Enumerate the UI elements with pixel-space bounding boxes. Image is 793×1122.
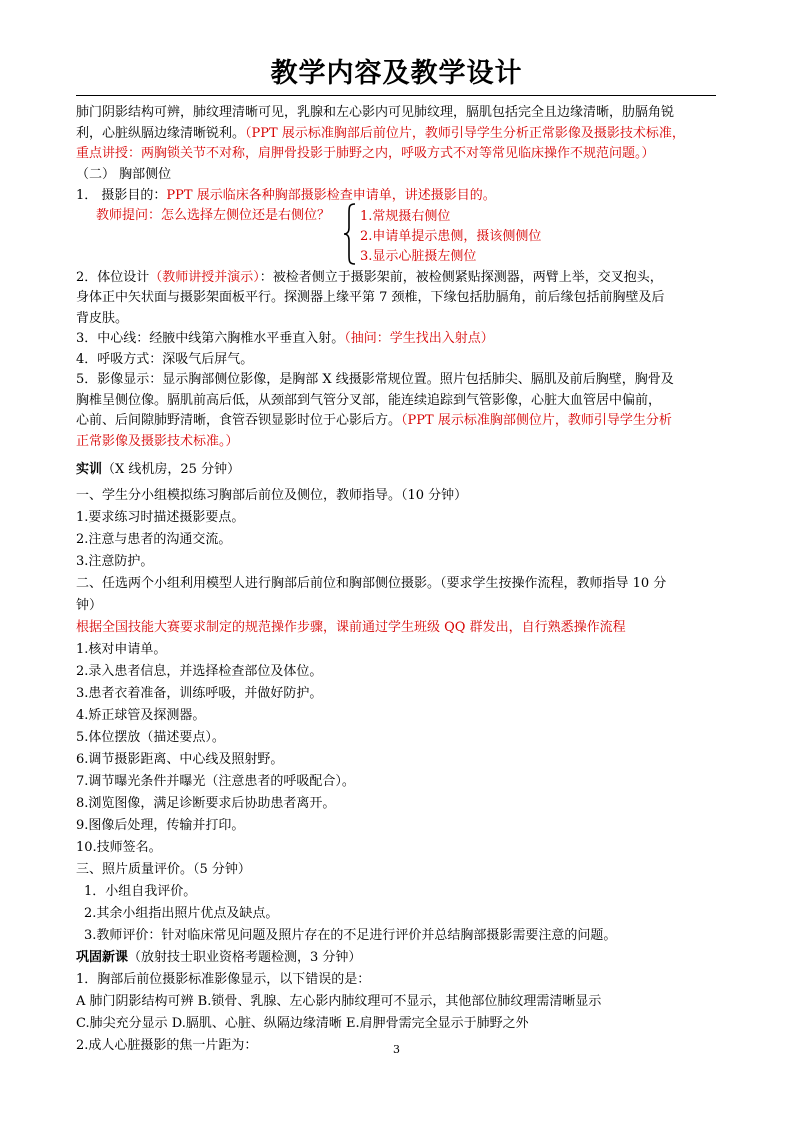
text-line	[76, 619, 626, 637]
text-line	[76, 729, 225, 747]
text-line	[76, 707, 205, 725]
body-text: 一、学生分小组模拟练习胸部后前位及侧位，教师指导。（10 分钟）	[76, 488, 468, 503]
body-text: 胸椎呈侧位像。膈肌前高后低，从颈部到气管分叉部，能连续追踪到气管影像，心脏大血管居中偏前，	[76, 393, 662, 408]
text-line	[76, 412, 672, 430]
text-line	[76, 289, 665, 307]
text-line	[76, 392, 661, 410]
text-line	[76, 531, 231, 549]
annotation-text: PPT 展示临床各种胸部摄影检查申请单，讲述摄影目的。	[166, 188, 496, 203]
body-text: 肺门阴影结构可辨，肺纹理清晰可见，乳腺和左心影内可见肺纹理，膈肌包括完全且边缘清晰，肋膈角锐	[76, 105, 675, 120]
body-text: 身体正中矢状面与摄影架面板平行。探测器上缘平第 7 颈椎，下缘包括肋膈角，前后缘包括前胸壁及后	[76, 290, 665, 305]
annotation-text: （教师讲授并演示）	[149, 270, 260, 285]
text-line	[76, 145, 655, 163]
annotation-text: 正常影像及摄影技术标准。）	[76, 434, 239, 449]
text-line	[360, 228, 541, 246]
annotation-text: （PPT 展示标准胸部后前位片，教师引导学生分析正常影像及摄影技术标准，	[245, 126, 685, 141]
body-text: 3．中心线：经腋中线第六胸椎水平垂直入射。	[76, 331, 345, 346]
text-line	[76, 371, 674, 389]
body-text: 6.调节摄影距离、中心线及照射野。	[76, 752, 284, 767]
annotation-text: 重点讲授：两胸锁关节不对称，肩胛骨投影于肺野之内，呼吸方式不对等常见临床操作不规范问题。）	[76, 146, 655, 161]
body-text: 2.注意与患者的沟通交流。	[76, 532, 232, 547]
body-text: 5.体位摆放（描述要点）。	[76, 730, 225, 745]
text-line	[76, 773, 355, 791]
body-text: 9.图像后处理，传输并打印。	[76, 818, 245, 833]
body-text: 1．胸部后前位摄影标准影像显示，以下错误的是：	[76, 972, 371, 987]
text-line	[76, 861, 251, 879]
text-line	[76, 751, 283, 769]
text-line	[76, 685, 322, 703]
text-line	[76, 351, 253, 369]
text-line	[76, 310, 128, 328]
body-text: 2.成人心脏摄影的焦一片距为：	[76, 1038, 258, 1053]
body-text: 二、任选两个小组利用模型人进行胸部后前位和胸部侧位摄影。（要求学生按操作流程，教师指导 10 分	[76, 576, 667, 591]
body-text: 10.技师签名。	[76, 840, 162, 855]
text-line	[76, 839, 162, 857]
text-line	[76, 795, 335, 813]
body-text: 1.要求练习时描述摄影要点。	[76, 510, 245, 525]
body-text: 8.浏览图像，满足诊断要求后协助患者离开。	[76, 796, 336, 811]
body-text: 心前、后间隙肺野清晰，食管吞钡显影时位于心影后方。	[76, 413, 402, 428]
body-text: 2.录入患者信息，并选择检查部位及体位。	[76, 664, 323, 679]
annotation-text: （PPT 展示标准胸部侧位片，教师引导学生分析	[401, 413, 672, 428]
body-text: C.肺尖充分显示 D.膈肌、心脏、纵隔边缘清晰 E.肩胛骨需完全显示于肺野之外	[76, 1016, 529, 1031]
text-line	[76, 597, 102, 615]
body-text: 3.教师评价：针对临床常见问题及照片存在的不足进行评价并总结胸部摄影需要注意的问题。	[84, 928, 617, 943]
body-text: 2.其余小组指出照片优点及缺点。	[84, 906, 279, 921]
body-text: （X 线机房，25 分钟）	[102, 462, 241, 477]
body-text: 2．体位设计	[76, 270, 150, 285]
text-line	[84, 883, 196, 901]
text-line	[76, 553, 153, 571]
section-heading: 实训	[76, 462, 103, 477]
body-text: （二） 胸部侧位	[76, 167, 172, 182]
text-line	[76, 949, 361, 967]
section-heading: 巩固新课	[76, 950, 129, 965]
text-line	[76, 663, 322, 681]
annotation-text: 教师提问：怎么选择左侧位还是右侧位？	[96, 208, 331, 223]
body-text: （放射技士职业资格考题检测，3 分钟）	[128, 950, 362, 965]
title-underline	[76, 95, 716, 96]
body-text: 4.矫正球管及探测器。	[76, 708, 206, 723]
text-line	[76, 166, 171, 184]
text-line	[76, 125, 685, 143]
text-line	[76, 641, 166, 659]
text-line	[84, 905, 278, 923]
text-line	[76, 487, 467, 505]
body-text: 7.调节曝光条件并曝光（注意患者的呼吸配合）。	[76, 774, 355, 789]
text-line	[76, 509, 244, 527]
body-text: 1．小组自我评价。	[84, 884, 197, 899]
annotation-text: 3.显示心脏摄左侧位	[360, 249, 477, 264]
text-line	[76, 187, 496, 205]
text-line	[76, 1015, 529, 1033]
text-line	[84, 927, 616, 945]
page-number: 3	[393, 1043, 400, 1056]
body-text: 3.注意防护。	[76, 554, 154, 569]
annotation-text: 1.常规摄右侧位	[360, 209, 451, 224]
text-line	[76, 971, 370, 989]
text-line	[96, 207, 330, 225]
body-text: A 肺门阴影结构可辨 B.锁骨、乳腺、左心影内肺纹理可不显示，其他部位肺纹理需清晰显示	[76, 994, 602, 1009]
body-text: 背皮肤。	[76, 311, 129, 326]
body-text: 1． 摄影目的：	[76, 188, 167, 203]
annotation-text: 根据全国技能大赛要求制定的规范操作步骤，课前通过学生班级 QQ 群发出，自行熟悉操作流程	[76, 620, 626, 635]
page-title: 教学内容及教学设计	[270, 58, 523, 89]
text-line	[76, 461, 240, 479]
body-text: 5．影像显示：显示胸部侧位影像，是胸部 X 线摄影常规位置。照片包括肺尖、膈肌及前后胸壁，胸骨及	[76, 372, 674, 387]
body-text: ：被检者侧立于摄影架前，被检侧紧贴探测器，两臂上举，交叉抱头，	[259, 270, 663, 285]
text-line	[76, 993, 601, 1011]
text-line	[76, 330, 494, 348]
text-line	[360, 248, 476, 266]
body-text: 钟）	[76, 598, 103, 613]
body-text: 1.核对申请单。	[76, 642, 167, 657]
body-text: 利，心脏纵膈边缘清晰锐利。	[76, 126, 246, 141]
annotation-text: （抽问：学生找出入射点）	[344, 331, 494, 346]
text-line	[76, 575, 666, 593]
annotation-text: 2.申请单提示患侧，摄该侧侧位	[360, 229, 542, 244]
body-text: 4．呼吸方式：深吸气后屏气。	[76, 352, 254, 367]
curly-brace-icon	[343, 203, 357, 265]
text-line	[76, 433, 239, 451]
text-line	[76, 817, 244, 835]
body-text: 3.患者衣着准备，训练呼吸，并做好防护。	[76, 686, 323, 701]
text-line	[360, 208, 450, 226]
body-text: 三、照片质量评价。（5 分钟）	[76, 862, 251, 877]
text-line	[76, 269, 663, 287]
text-line	[76, 104, 674, 122]
